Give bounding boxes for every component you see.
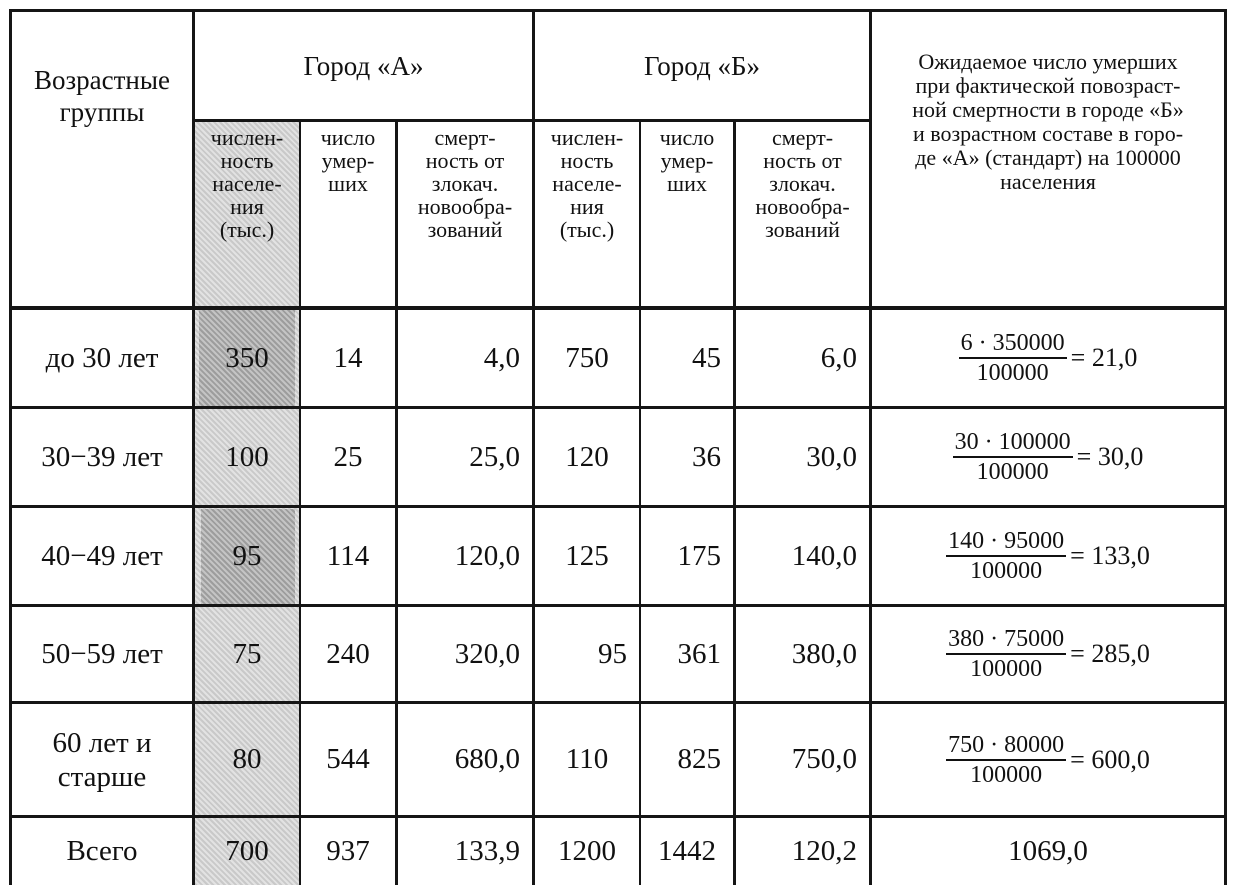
b-deaths-value: 45	[692, 341, 721, 374]
total-b-population: 1200	[558, 835, 616, 867]
a-population-value: 80	[232, 743, 262, 775]
age-group-label: 30−39 лет	[41, 440, 163, 473]
a-population-value: 100	[225, 440, 269, 473]
b-population-value: 750	[565, 341, 609, 374]
fraction	[946, 625, 1066, 683]
b-deaths-value: 36	[692, 440, 721, 473]
header-age-groups: Возрастные группы	[33, 65, 170, 127]
header-expected-line: населения	[1000, 169, 1096, 194]
fraction-result: = 600,0	[1070, 744, 1150, 774]
a-population-value: 75	[232, 637, 262, 670]
a-mortality-value: 680,0	[454, 743, 520, 775]
age-group-label: 40−49 лет	[41, 539, 163, 572]
total-expected: 1069,0	[1008, 835, 1088, 867]
header-expected-deaths	[872, 12, 1224, 306]
age-group-label: до 30 лет	[45, 341, 159, 374]
fraction	[946, 527, 1066, 585]
fraction-denominator: 100000	[976, 360, 1049, 386]
b-mortality-value: 750,0	[791, 743, 857, 775]
expected-formula	[872, 704, 1224, 815]
b-population-value: 120	[565, 440, 609, 473]
total-b-mortality: 120,2	[791, 835, 857, 867]
total-a-mortality: 133,9	[454, 835, 520, 867]
subheader-b-population: числен- ность населе- ния (тыс.)	[550, 125, 624, 242]
a-mortality-value: 25,0	[469, 440, 520, 473]
b-population-value: 95	[598, 637, 627, 670]
expected-formula	[872, 310, 1224, 406]
fraction-result: = 30,0	[1076, 442, 1144, 471]
a-deaths-value: 25	[333, 440, 363, 473]
b-mortality-value: 380,0	[791, 637, 857, 670]
b-deaths-value: 825	[677, 743, 721, 775]
header-expected-line: ной смертности в городе «Б»	[912, 97, 1184, 122]
b-population-value: 125	[565, 539, 609, 572]
a-population-value: 95	[232, 539, 262, 572]
fraction-denominator: 100000	[970, 558, 1043, 584]
total-label: Всего	[66, 835, 138, 867]
subheader-a-mortality: смерт- ность от злокач. новообра- зований	[417, 125, 513, 242]
age-group-label: 50−59 лет	[41, 637, 163, 670]
header-city-b: Город «Б»	[644, 50, 760, 81]
age-group-label: 60 лет и старше	[52, 726, 152, 793]
header-city-a: Город «А»	[303, 50, 424, 81]
b-mortality-value: 140,0	[791, 539, 857, 572]
subheader-a-population: числен- ность населе- ния (тыс.)	[210, 125, 284, 242]
fraction-denominator: 100000	[976, 459, 1049, 485]
b-deaths-value: 175	[677, 539, 721, 572]
fraction-result: = 21,0	[1070, 343, 1138, 372]
header-expected-line: и возрастном составе в горо-	[912, 121, 1184, 146]
a-population-value: 350	[225, 341, 269, 374]
fraction-numerator: 30 · 100000	[953, 428, 1073, 458]
b-mortality-value: 30,0	[806, 440, 857, 473]
expected-formula	[872, 508, 1224, 604]
header-expected-line: Ожидаемое число умерших	[918, 49, 1178, 74]
fraction-numerator: 6 · 350000	[959, 329, 1067, 359]
fraction-denominator: 100000	[970, 761, 1043, 788]
total-a-population: 700	[225, 835, 269, 867]
a-deaths-value: 114	[326, 539, 370, 572]
fraction-numerator: 140 · 95000	[946, 527, 1066, 557]
a-deaths-value: 544	[326, 743, 370, 775]
header-expected-line: при фактической повозраст-	[915, 73, 1181, 98]
header-expected-line: де «А» (стандарт) на 100000	[915, 145, 1181, 170]
fraction-result: = 133,0	[1070, 541, 1150, 570]
b-population-value: 110	[565, 743, 609, 775]
b-deaths-value: 361	[677, 637, 721, 670]
a-deaths-value: 14	[333, 341, 363, 374]
total-a-deaths: 937	[326, 835, 370, 867]
a-deaths-value: 240	[326, 637, 370, 670]
a-mortality-value: 320,0	[454, 637, 520, 670]
a-mortality-value: 120,0	[454, 539, 520, 572]
mortality-standardization-table	[9, 9, 1227, 885]
expected-formula	[872, 409, 1224, 505]
fraction-numerator: 380 · 75000	[946, 625, 1066, 655]
table-border-right	[1224, 9, 1227, 885]
fraction-numerator: 750 · 80000	[946, 731, 1066, 761]
subheader-b-mortality: смерт- ность от злокач. новообра- зований	[755, 125, 850, 242]
expected-formula	[872, 607, 1224, 701]
fraction	[959, 329, 1067, 387]
total-b-deaths: 1442	[658, 835, 716, 867]
fraction-result: = 285,0	[1070, 639, 1150, 668]
fraction	[946, 731, 1066, 789]
b-mortality-value: 6,0	[820, 341, 857, 374]
a-mortality-value: 4,0	[483, 341, 520, 374]
fraction	[953, 428, 1073, 486]
subheader-a-deaths: число умер- ших	[320, 125, 376, 196]
fraction-denominator: 100000	[970, 656, 1043, 682]
subheader-b-deaths: число умер- ших	[659, 125, 715, 196]
